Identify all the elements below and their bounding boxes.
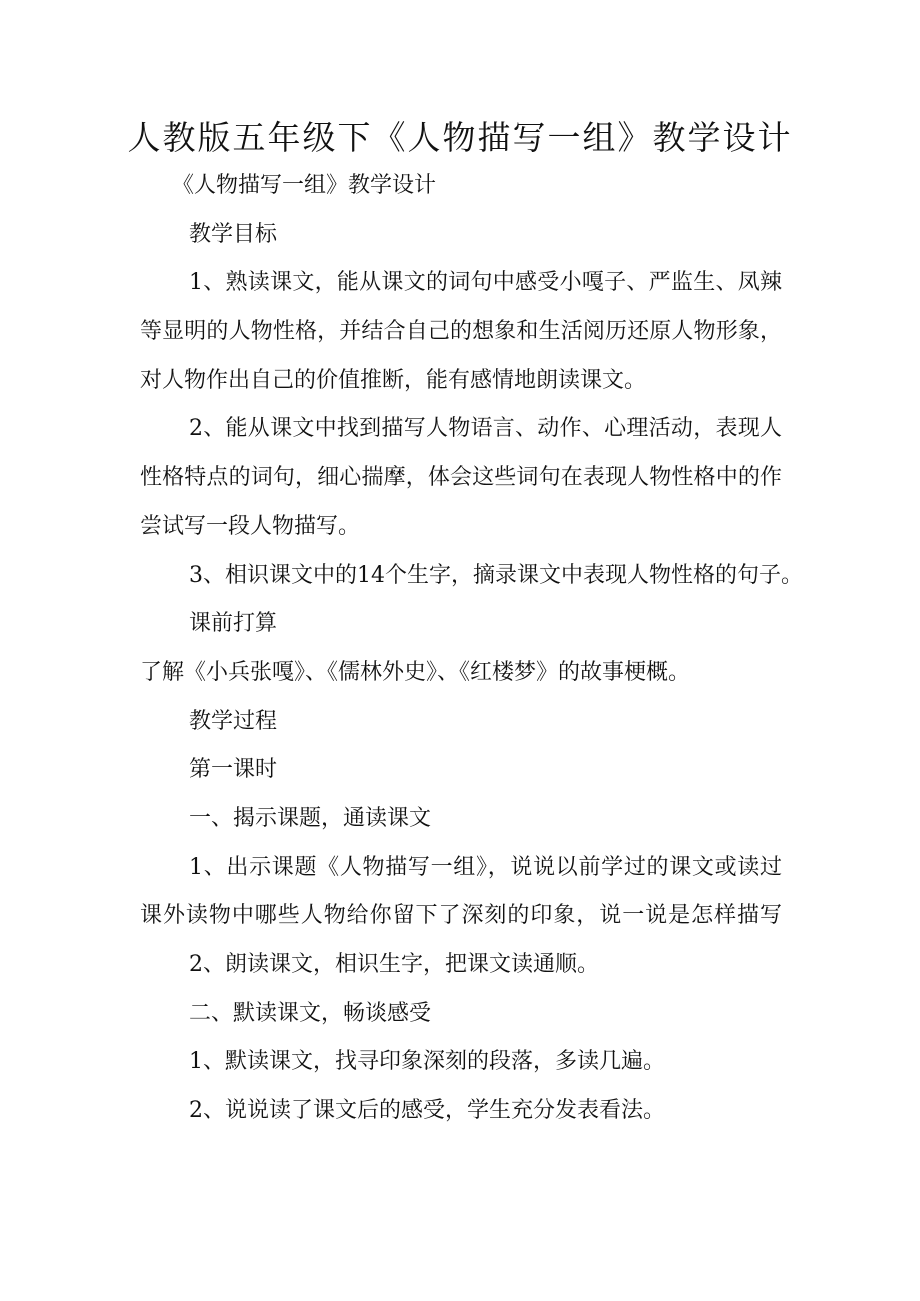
heading-process: 教学过程 (189, 708, 278, 734)
heading-preparation: 课前打算 (189, 611, 278, 637)
document-body (140, 162, 803, 1136)
section-1-item-1-line: 课外读物中哪些人物给你留下了深刻的印象，说一说是怎样描写 (140, 903, 782, 929)
objective-2-line: 性格特点的词句，细心揣摩，体会这些词句在表现人物性格中的作 (140, 465, 782, 491)
objective-2-line: 尝试写一段人物描写。 (140, 513, 361, 539)
section-1-heading: 一、揭示课题，通读课文 (189, 805, 432, 831)
objective-1-line: 对人物作出自己的价值推断，能有感情地朗读课文。 (140, 367, 647, 393)
objective-1-line: 1、熟读课文，能从课文的词句中感受小嘎子、严监生、凤辣 (189, 270, 782, 296)
objective-2-line: 2、能从课文中找到描写人物语言、动作、心理活动，表现人 (189, 416, 782, 442)
heading-first-lesson: 第一课时 (189, 757, 278, 783)
section-1-item-2: 2、朗读课文，相识生字，把课文读通顺。 (189, 952, 599, 977)
section-2-item-2: 2、说说读了课文后的感受，学生充分发表看法。 (189, 1098, 665, 1124)
section-2-item-1: 1、默读课文，找寻印象深刻的段落，多读几遍。 (189, 1049, 665, 1075)
section-2-heading: 二、默读课文，畅谈感受 (189, 1000, 432, 1026)
document-title: 人教版五年级下《人物描写一组》教学设计 (127, 118, 793, 157)
heading-objectives: 教学目标 (189, 221, 278, 247)
preparation-text: 了解《小兵张嘎》、《儒林外史》、《红楼梦》的故事梗概。 (140, 659, 691, 685)
subtitle: 《人物描写一组》教学设计 (172, 173, 437, 198)
section-1-item-1-line: 1、出示课题《人物描写一组》，说说以前学过的课文或读过 (189, 854, 782, 880)
objective-1-line: 等显明的人物性格，并结合自己的想象和生活阅历还原人物形象， (140, 319, 782, 345)
objective-3: 3、相识课文中的14个生字，摘录课文中表现人物性格的句子。 (189, 562, 803, 588)
